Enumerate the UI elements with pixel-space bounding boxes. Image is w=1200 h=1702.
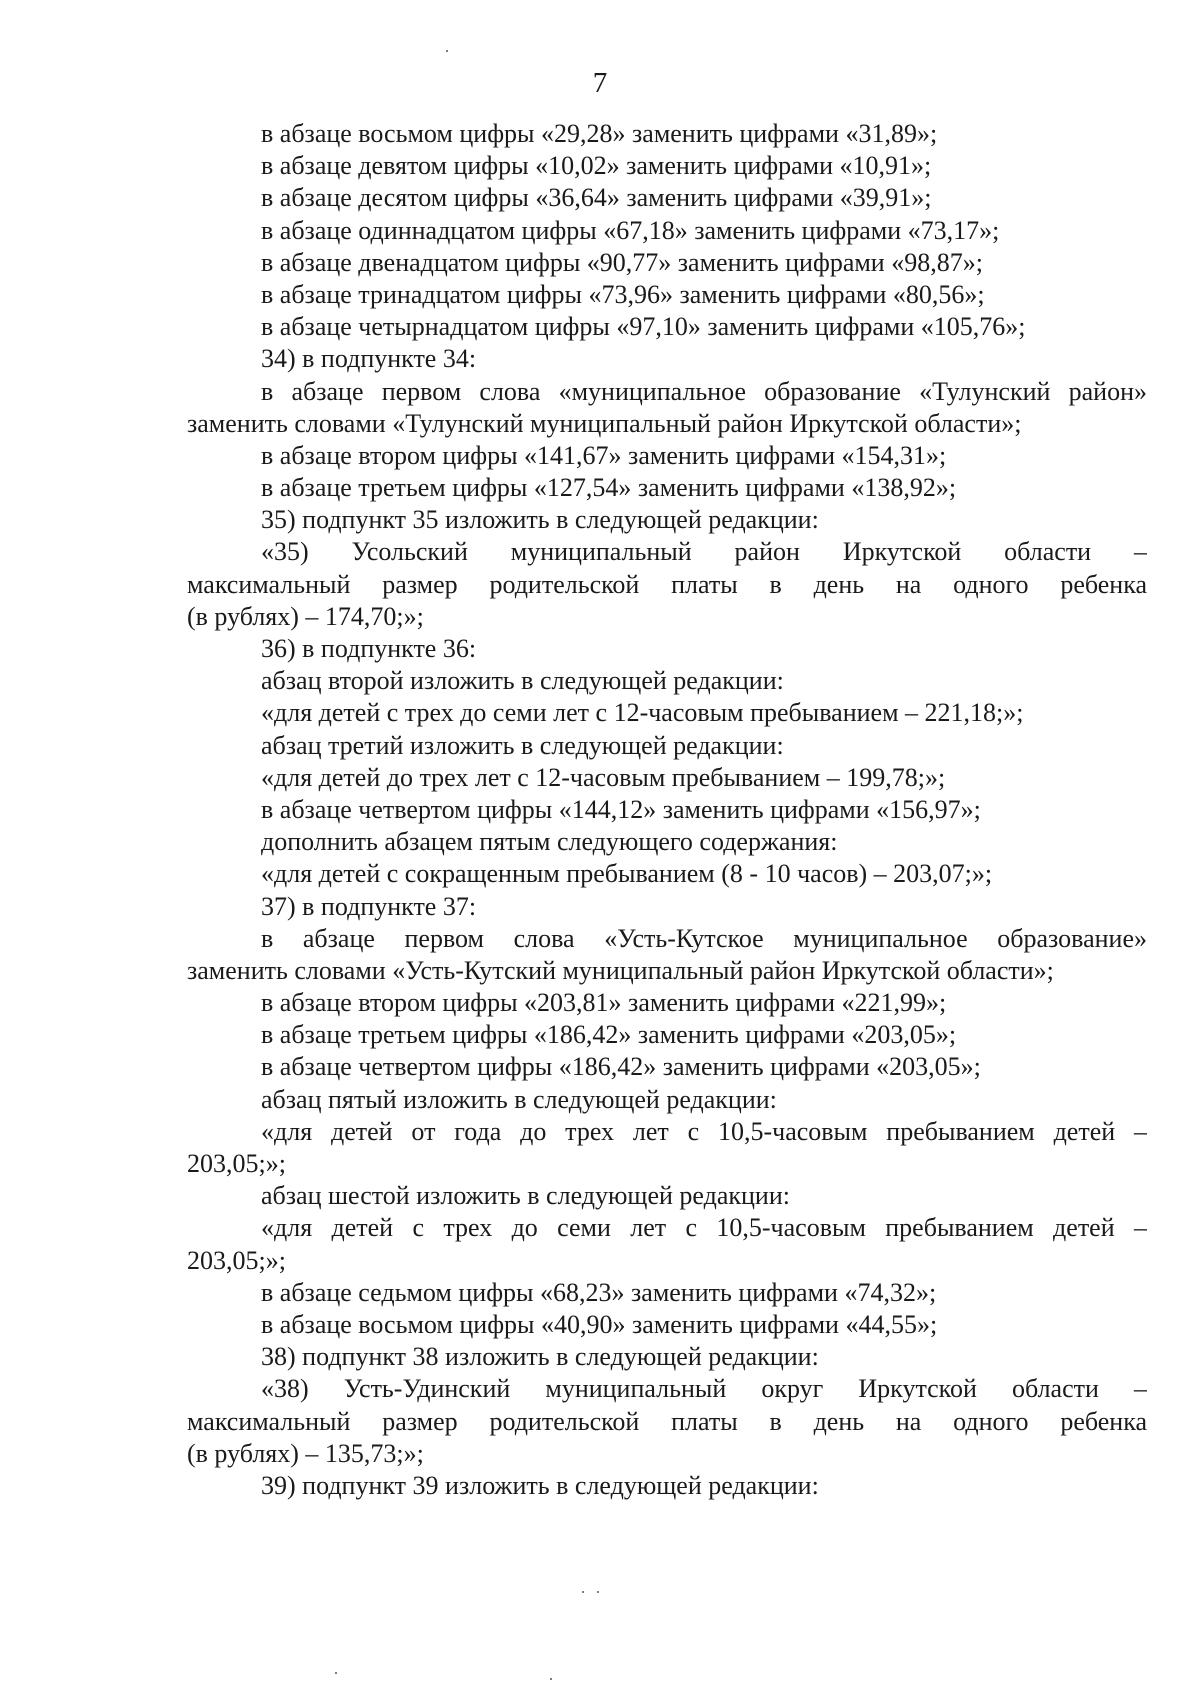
text-line: в абзаце четырнадцатом цифры «97,10» заменить цифрами «105,76»; — [261, 312, 1026, 342]
text-line: в абзаце четвертом цифры «144,12» заменить цифрами «156,97»; — [261, 794, 981, 824]
page-number: 7 — [592, 67, 608, 99]
text-line: в абзаце четвертом цифры «186,42» заменить цифрами «203,05»; — [261, 1052, 981, 1082]
text-line: 39) подпункт 39 изложить в следующей редакции: — [261, 1470, 819, 1500]
text-line: 35) подпункт 35 изложить в следующей редакции: — [261, 505, 819, 535]
text-line: абзац второй изложить в следующей редакции: — [261, 666, 784, 696]
scan-speck — [550, 1678, 552, 1680]
scan-speck — [582, 1591, 584, 1593]
text-line: 37) в подпункте 37: — [261, 891, 477, 921]
text-line: в абзаце одиннадцатом цифры «67,18» заменить цифрами «73,17»; — [261, 215, 1000, 245]
text-line: заменить словами «Усть-Кутский муниципальный район Иркутской области»; — [187, 955, 1054, 985]
text-line: в абзаце восьмом цифры «29,28» заменить цифрами «31,89»; — [261, 119, 938, 148]
text-line: абзац шестой изложить в следующей редакции: — [261, 1181, 790, 1211]
document-body — [187, 118, 1147, 1502]
text-line: в абзаце третьем цифры «127,54» заменить цифрами «138,92»; — [261, 473, 957, 503]
text-line: абзац третий изложить в следующей редакции: — [261, 730, 784, 760]
text-line: (в рублях) – 135,73;»; — [187, 1438, 424, 1468]
text-line: в абзаце девятом цифры «10,02» заменить цифрами «10,91»; — [261, 151, 932, 181]
text-line: «для детей с трех до семи лет с 12-часовым пребыванием – 221,18;»; — [261, 698, 1024, 728]
text-line: «для детей с сокращенным пребыванием (8 - 10 часов) – 203,07;»; — [261, 859, 993, 889]
text-line: в абзаце первом слова «Усть-Кутское муниципальное образование» — [261, 923, 1147, 953]
text-line: (в рублях) – 174,70;»; — [187, 601, 424, 631]
text-line: «для детей с трех до семи лет с 10,5-часовым пребыванием детей – — [261, 1213, 1147, 1243]
text-line: в абзаце первом слова «муниципальное образование «Тулунский район» — [261, 376, 1147, 406]
text-line: 34) в подпункте 34: — [261, 344, 477, 374]
text-line: «для детей до трех лет с 12-часовым пребыванием – 199,78;»; — [261, 762, 946, 792]
text-line: в абзаце двенадцатом цифры «90,77» заменить цифрами «98,87»; — [261, 247, 983, 277]
text-line: максимальный размер родительской платы в день на одного ребенка — [187, 569, 1147, 599]
text-line: максимальный размер родительской платы в день на одного ребенка — [187, 1406, 1147, 1436]
text-line: в абзаце восьмом цифры «40,90» заменить цифрами «44,55»; — [261, 1309, 938, 1339]
text-line: в абзаце втором цифры «141,67» заменить цифрами «154,31»; — [261, 440, 947, 470]
text-line: в абзаце втором цифры «203,81» заменить цифрами «221,99»; — [261, 988, 947, 1018]
text-line: абзац пятый изложить в следующей редакции: — [261, 1084, 777, 1114]
text-line: 38) подпункт 38 изложить в следующей редакции: — [261, 1342, 819, 1372]
text-line: в абзаце тринадцатом цифры «73,96» заменить цифрами «80,56»; — [261, 279, 985, 309]
text-line: 203,05;»; — [187, 1149, 286, 1178]
scan-speck — [597, 1591, 599, 1593]
text-line: дополнить абзацем пятым следующего содержания: — [261, 827, 838, 857]
scan-speck — [446, 50, 448, 52]
text-line: 36) в подпункте 36: — [261, 634, 477, 663]
text-line: 203,05;»; — [187, 1245, 286, 1275]
text-line: в абзаце десятом цифры «36,64» заменить цифрами «39,91»; — [261, 183, 932, 213]
text-line: в абзаце седьмом цифры «68,23» заменить цифрами «74,32»; — [261, 1277, 937, 1307]
text-line: «для детей от года до трех лет с 10,5-часовым пребыванием детей – — [261, 1116, 1147, 1146]
text-line: «35) Усольский муниципальный район Иркутской области – — [261, 537, 1147, 567]
scan-speck — [335, 1672, 337, 1674]
text-line: «38) Усть-Удинский муниципальный округ Иркутской области – — [261, 1374, 1147, 1404]
text-line: заменить словами «Тулунский муниципальный район Иркутской области»; — [187, 408, 1022, 438]
text-line: в абзаце третьем цифры «186,42» заменить цифрами «203,05»; — [261, 1020, 957, 1050]
